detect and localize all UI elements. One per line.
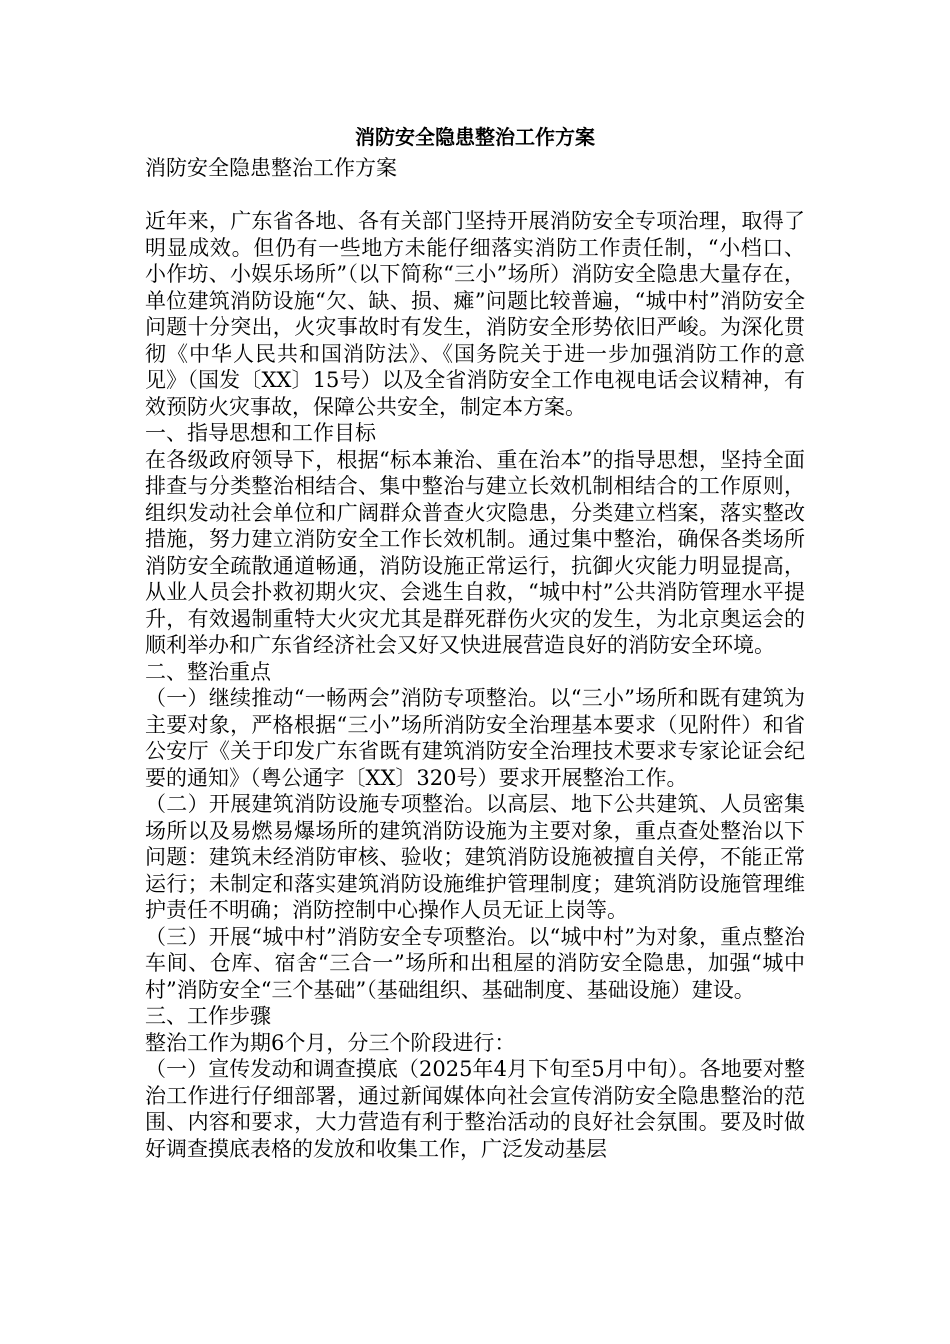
paragraph-work-step-1: （一）宣传发动和调查摸底（2025年4月下旬至5月中旬）。各地要对整治工作进行仔细部署，通过新闻媒体向社会宣传消防安全隐患整治的范围、内容和要求，大力营造有利于整治活动的良好社会氛围。要及时做好调查摸底表格的发放和收集工作，广泛发动基层 <box>145 1057 805 1161</box>
document-page <box>145 120 805 1162</box>
paragraph-guiding-ideas: 在各级政府领导下，根据“标本兼治、重在治本”的指导思想，坚持全面排查与分类整治相结合、集中整治与建立长效机制相结合的工作原则，组织发动社会单位和广阔群众普查火灾隐患，分类建立档案，落实整改措施，努力建立消防安全工作长效机制。通过集中整治，确保各类场所消防安全疏散通道畅通，消防设施正常运行，抗御火灾能力明显提高，从业人员会扑救初期火灾、会逃生自救，“城中村”公共消防管理水平提升，有效遏制重特大火灾尤其是群死群伤火灾的发生，为北京奥运会的顺利举办和广东省经济社会又好又快进展营造良好的消防安全环境。 <box>145 447 805 657</box>
paragraph-key-point-2: （二）开展建筑消防设施专项整治。以高层、地下公共建筑、人员密集场所以及易燃易爆场所的建筑消防设施为主要对象，重点查处整治以下问题：建筑未经消防审核、验收；建筑消防设施被擅自关停，不能正常运行；未制定和落实建筑消防设施维护管理制度；建筑消防设施管理维护责任不明确；消防控制中心操作人员无证上岗等。 <box>145 792 805 922</box>
paragraph-work-steps-intro: 整治工作为期6个月，分三个阶段进行： <box>145 1030 516 1055</box>
section-heading-guiding-ideas: 一、指导思想和工作目标 <box>145 421 376 445</box>
document-subtitle: 消防安全隐患整治工作方案 <box>145 156 397 180</box>
paragraph-key-point-1: （一）继续推动“一畅两会”消防专项整治。以“三小”场所和既有建筑为主要对象，严格根据“三小”场所消防安全治理基本要求（见附件）和省公安厅《关于印发广东省既有建筑消防安全治理技术要求专家论证会纪要的通知》（粤公通字〔XX〕320号）要求开展整治工作。 <box>145 686 805 790</box>
section-heading-key-points: 二、整治重点 <box>145 659 271 684</box>
paragraph-key-point-3: （三）开展“城中村”消防安全专项整治。以“城中村”为对象，重点整治车间、仓库、宿舍“三合一”场所和出租屋的消防安全隐患，加强“城中村”消防安全“三个基础”（基础组织、基础制度、基础设施）建设。 <box>145 924 805 1002</box>
document-title: 消防安全隐患整治工作方案 <box>355 125 595 149</box>
section-heading-work-steps: 三、工作步骤 <box>145 1004 271 1028</box>
intro-paragraph: 近年来，广东省各地、各有关部门坚持开展消防安全专项治理，取得了明显成效。但仍有一些地方未能仔细落实消防工作责任制，“小档口、小作坊、小娱乐场所”（以下简称“三小”场所）消防安全隐患大量存在，单位建筑消防设施“欠、缺、损、瘫”问题比较普遍，“城中村”消防安全问题十分突出，火灾事故时有发生，消防安全形势依旧严峻。为深化贯彻《中华人民共和国消防法》、《国务院关于进一步加强消防工作的意见》（国发〔XX〕15号）以及全省消防安全工作电视电话会议精神，有效预防火灾事故，保障公共安全，制定本方案。 <box>145 209 805 419</box>
document-body <box>145 208 805 1162</box>
